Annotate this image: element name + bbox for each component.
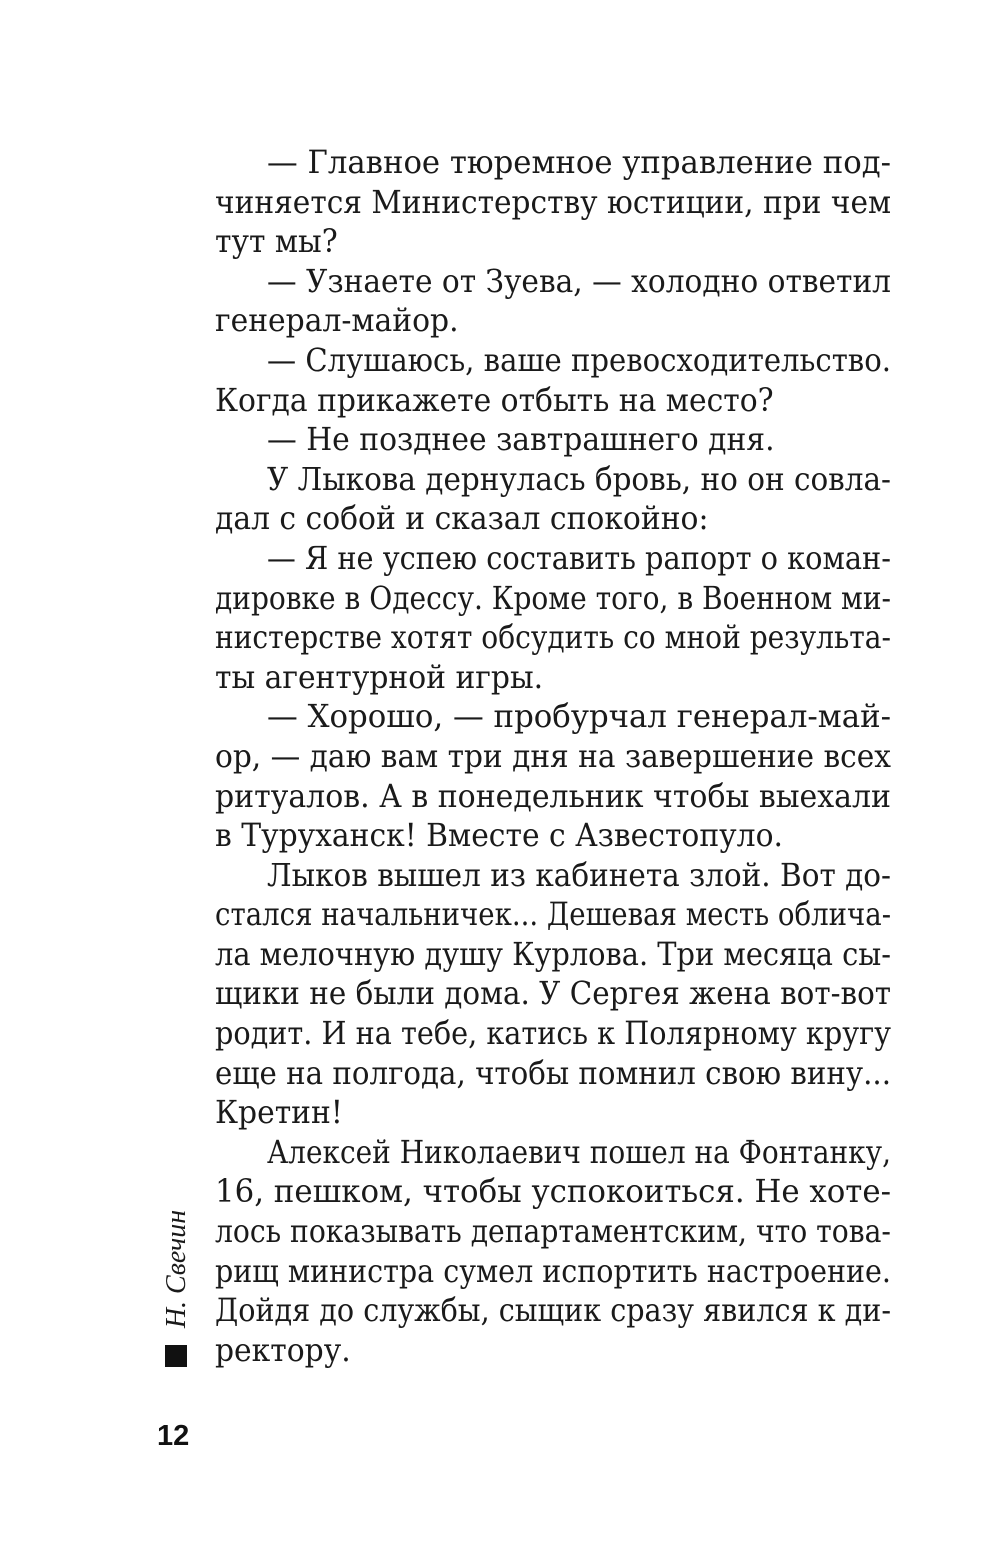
text-line — [215, 1054, 891, 1094]
text-line-content: 16, пешком, чтобы успокоиться. Не хоте- — [215, 1172, 892, 1211]
text-line — [215, 1331, 891, 1371]
text-line-content: ректору. — [215, 1330, 351, 1369]
running-head — [152, 1209, 202, 1329]
text-line-content: дал с собой и сказал спокойно: — [215, 499, 709, 538]
text-line — [215, 539, 891, 579]
text-line — [215, 1014, 891, 1054]
text-line-content: ритуалов. А в понедельник чтобы выехали — [215, 776, 891, 815]
text-line — [215, 1252, 891, 1292]
text-line — [215, 895, 891, 935]
text-line — [215, 341, 891, 381]
text-line-content: Дойдя до службы, сыщик сразу явился к ди- — [215, 1291, 891, 1330]
text-line-content: — Главное тюремное управление под- — [267, 143, 892, 181]
text-line-content: нистерстве хотят обсудить со мной результа- — [215, 618, 891, 657]
text-line-content: — Узнаете от Зуева, — холодно ответил — [267, 261, 892, 300]
text-line-content: — Слушаюсь, ваше превосходительство. — [267, 340, 891, 379]
text-line-content: ты агентурной игры. — [215, 657, 544, 696]
text-line — [215, 737, 891, 777]
text-line-content: щики не были дома. У Сергея жена вот-вот — [215, 974, 892, 1013]
text-line-content: ла мелочную душу Курлова. Три месяца сы- — [215, 934, 892, 973]
text-line — [215, 1172, 891, 1212]
text-line-content: в Туруханск! Вместе с Азвестопуло. — [215, 816, 783, 855]
body-text — [215, 143, 891, 1370]
text-line — [215, 262, 891, 302]
text-line-content: Лыков вышел из кабинета злой. Вот до- — [267, 855, 891, 894]
text-line — [215, 816, 891, 856]
text-line — [215, 222, 891, 262]
text-line — [215, 974, 891, 1014]
text-line-content: дировке в Одессу. Кроме того, в Военном ми- — [215, 578, 891, 617]
text-line — [215, 1093, 891, 1133]
text-line-content: Кретин! — [215, 1093, 343, 1132]
text-line-content: — Не позднее завтрашнего дня. — [267, 420, 775, 459]
text-line-content: лось показывать департаментским, что това- — [215, 1212, 891, 1251]
text-line — [215, 935, 891, 975]
running-head-author: Н. Свечин — [161, 1209, 192, 1329]
text-line — [215, 499, 891, 539]
text-line — [215, 460, 891, 500]
text-line — [215, 1212, 891, 1252]
text-line-content: Когда прикажете отбыть на место? — [215, 380, 774, 419]
text-line — [215, 618, 891, 658]
text-line — [215, 143, 891, 183]
text-line — [215, 183, 891, 223]
text-line-content: чиняется Министерству юстиции, при чем — [215, 182, 892, 221]
text-line-content: рищ министра сумел испортить настроение. — [215, 1251, 891, 1290]
text-line-content: ор, — даю вам три дня на завершение всех — [215, 736, 891, 775]
text-line-content: генерал-майор. — [215, 301, 459, 340]
text-line-content: еще на полгода, чтобы помнил свою вину... — [215, 1053, 892, 1092]
text-line — [215, 420, 891, 460]
text-line-content: — Хорошо, — пробурчал генерал-май- — [267, 697, 892, 736]
text-line — [215, 381, 891, 421]
page-marker-square — [165, 1345, 187, 1367]
text-line — [215, 697, 891, 737]
text-line — [215, 1291, 891, 1331]
text-line — [215, 1133, 891, 1173]
text-line-content: У Лыкова дернулась бровь, но он совла- — [267, 459, 891, 498]
text-line — [215, 856, 891, 896]
text-line-content: стался начальничек... Дешевая месть облича- — [215, 895, 892, 934]
text-line-content: Алексей Николаевич пошел на Фонтанку, — [267, 1132, 891, 1171]
page-number: 12 — [157, 1420, 190, 1452]
text-line — [215, 301, 891, 341]
text-line-content: тут мы? — [215, 222, 338, 261]
text-line — [215, 579, 891, 619]
text-line-content: родит. И на тебе, катись к Полярному кругу — [215, 1014, 891, 1053]
text-line — [215, 658, 891, 698]
text-line-content: — Я не успею составить рапорт о коман- — [267, 538, 891, 577]
text-line — [215, 777, 891, 817]
